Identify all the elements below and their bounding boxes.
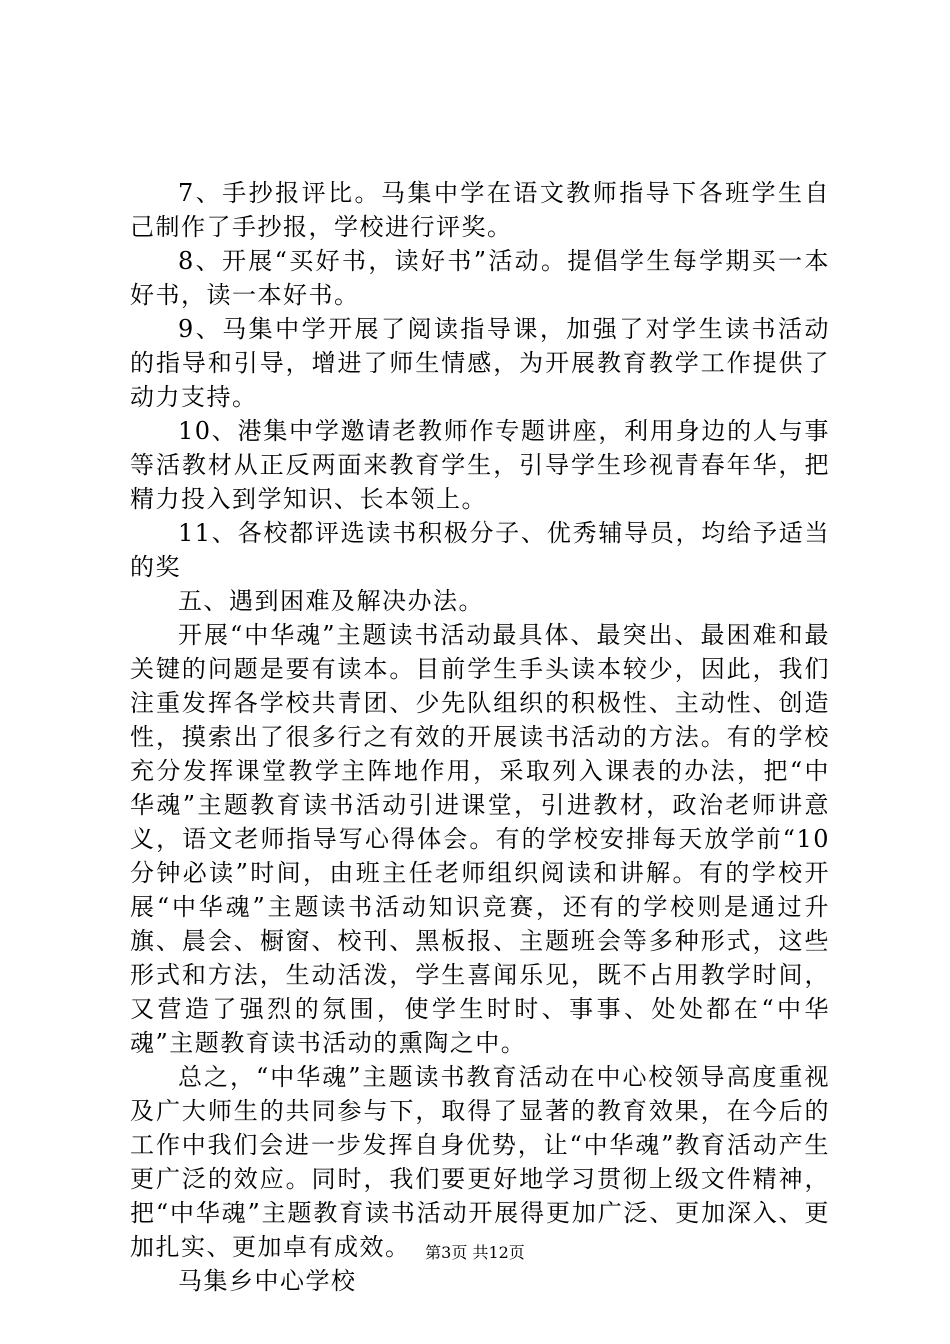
signature-school-name: 马集乡中心学校: [178, 1267, 357, 1295]
paragraph-conclusion: 总之，“中华魂”主题读书教育活动在中心校领导高度重视及广大师生的共同参与下，取得了显著的教育效果，在今后的工作中我们会进一步发挥自身优势，让“中华魂”教育活动产生更广泛的效应。同时，我们要更好地学习贯彻上级文件精神，把“中华魂”主题教育读书活动开展得更加广泛、更加深入、更加扎实、更加卓有成效。: [130, 1063, 830, 1261]
paragraph-item-10: 10、港集中学邀请老教师作专题讲座，利用身边的人与事等活教材从正反两面来教育学生，引导学生珍视青春年华，把精力投入到学知识、长本领上。: [130, 417, 830, 513]
paragraph-item-7: 7、手抄报评比。马集中学在语文教师指导下各班学生自己制作了手抄报，学校进行评奖。: [130, 179, 830, 241]
paragraph-item-8: 8、开展“买好书，读好书”活动。提倡学生每学期买一本好书，读一本好书。: [130, 247, 830, 309]
paragraph-item-11: 11、各校都评选读书积极分子、优秀辅导员，均给予适当的奖: [130, 519, 830, 581]
section-heading-difficulties: 五、遇到困难及解决办法。: [178, 587, 484, 615]
paragraph-difficulties-body: 开展“中华魂”主题读书活动最具体、最突出、最困难和最关键的问题是要有读本。目前学生手头读本较少，因此，我们注重发挥各学校共青团、少先队组织的积极性、主动性、创造性，摸索出了很多行之有效的开展读书活动的方法。有的学校充分发挥课堂教学主阵地作用，采取列入课表的办法，把“中华魂”主题教育读书活动引进课堂，引进教材，政治老师讲意义，语文老师指导写心得体会。有的学校安排每天放学前“10分钟必读”时间，由班主任老师组织阅读和讲解。有的学校开展“中华魂”主题读书活动知识竞赛，还有的学校则是通过升旗、晨会、橱窗、校刊、黑板报、主题班会等多种形式，这些形式和方法，生动活泼，学生喜闻乐见，既不占用教学时间，又营造了强烈的氛围，使学生时时、事事、处处都在“中华魂”主题教育读书活动的熏陶之中。: [130, 621, 830, 1057]
paragraph-item-9: 9、马集中学开展了阅读指导课，加强了对学生读书活动的指导和引导，增进了师生情感，为开展教育教学工作提供了动力支持。: [130, 315, 830, 411]
page-number-footer: 第3页 共12页: [425, 1243, 525, 1262]
document-body: [130, 176, 830, 1298]
